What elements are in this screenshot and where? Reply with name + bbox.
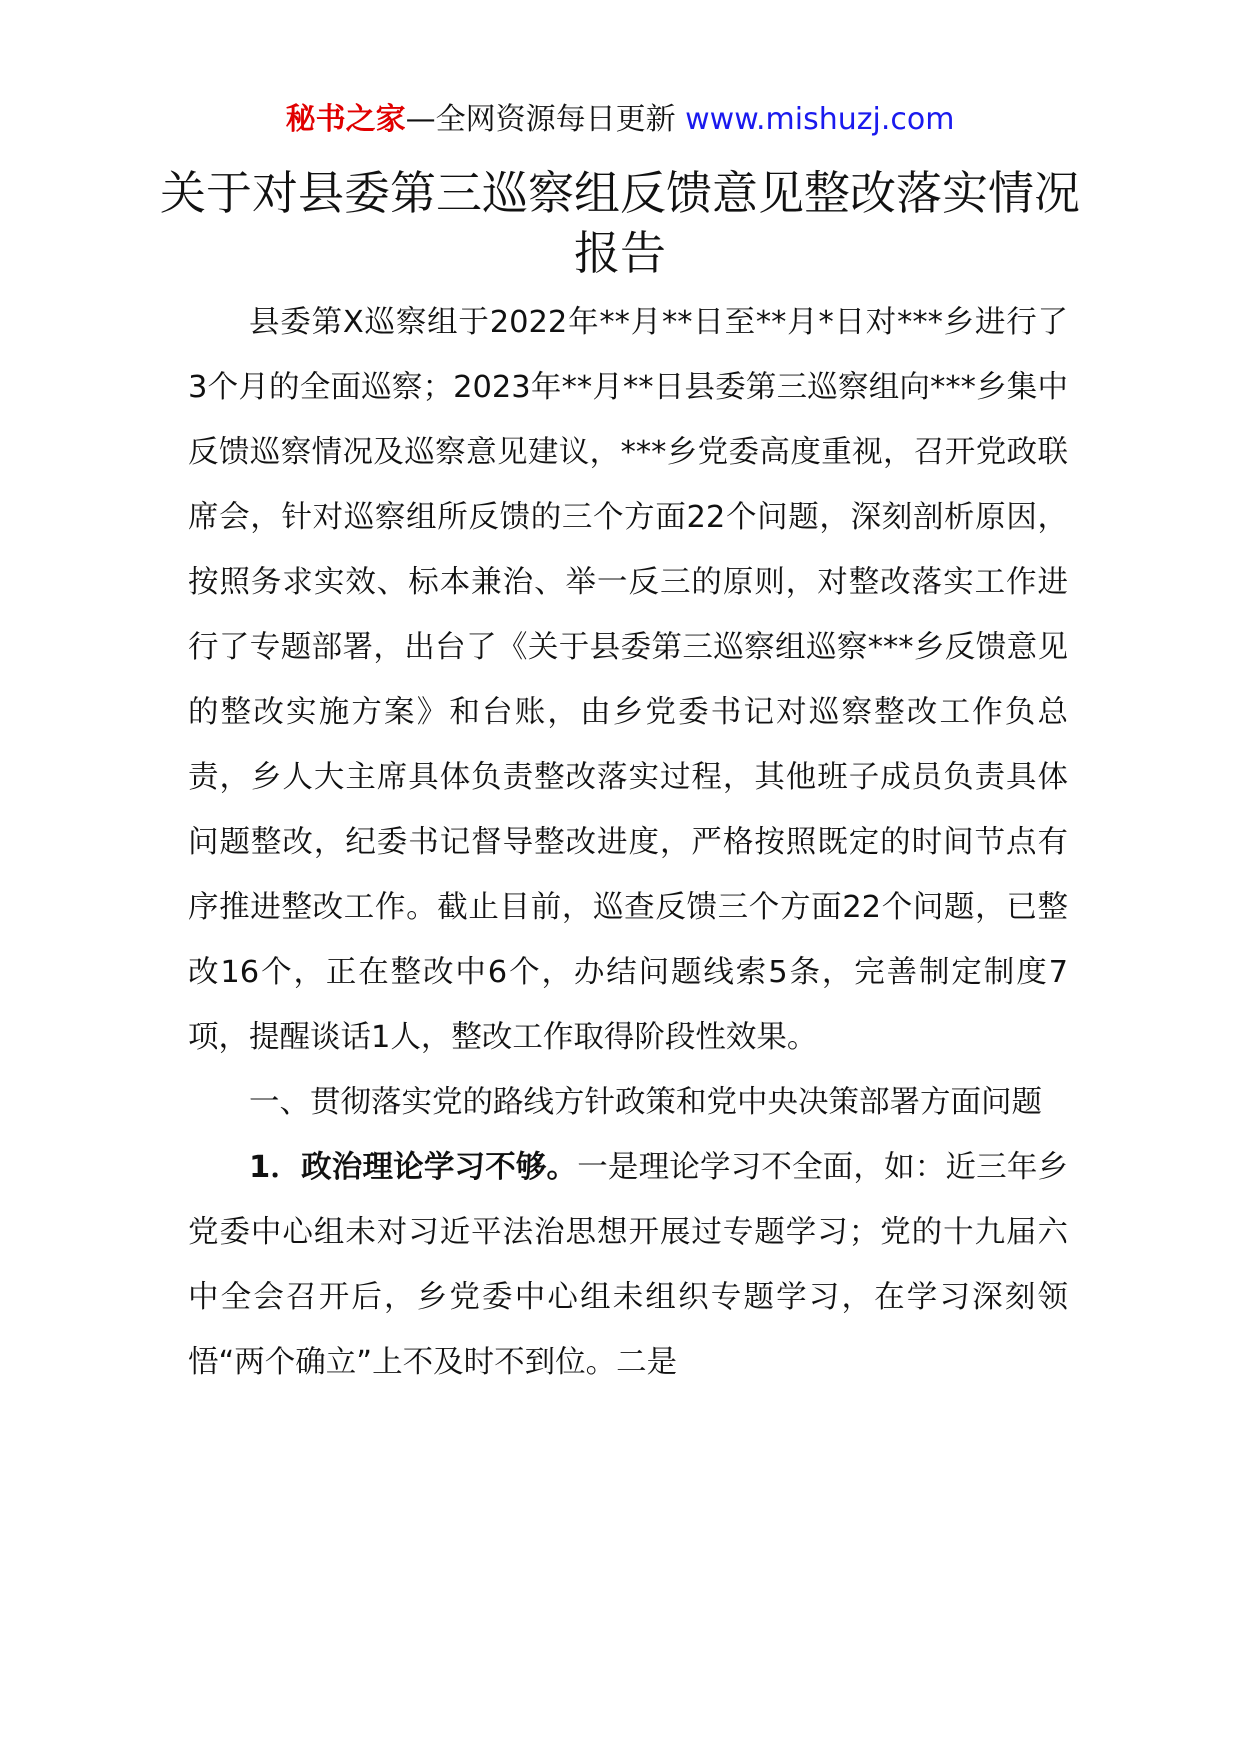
site-url-link[interactable]: www.mishuzj.com: [685, 102, 955, 137]
item-text: 一是理论学习不全面，如：近三年乡党委中心组未对习近平法治思想开展过专题学习；党的十九届六中全会召开后，乡党委中心组未组织专题学习，在学习深刻领悟“两个确立”上不及时不到位。二是: [188, 1150, 1068, 1380]
document-title: 关于对县委第三巡察组反馈意见整改落实情况报告: [160, 166, 1080, 280]
site-header: [0, 100, 1240, 140]
site-tagline: —全网资源每日更新: [405, 102, 676, 137]
intro-paragraph: 县委第X巡察组于2022年**月**日至**月*日对***乡进行了3个月的全面巡察；2023年**月**日县委第三巡察组向***乡集中反馈巡察情况及巡察意见建议，***乡党委高度重视，召开党政联席会，针对巡察组所反馈的三个方面22个问题，深刻剖析原因，按照务求实效、标本兼治、举一反三的原则，对整改落实工作进行了专题部署，出台了《关于县委第三巡察组巡察***乡反馈意见的整改实施方案》和台账，由乡党委书记对巡察整改工作负总责，乡人大主席具体负责整改落实过程，其他班子成员负责具体问题整改，纪委书记督导整改进度，严格按照既定的时间节点有序推进整改工作。截止目前，巡查反馈三个方面22个问题，已整改16个，正在整改中6个，办结问题线索5条，完善制定制度7项，提醒谈话1人，整改工作取得阶段性效果。: [188, 305, 1068, 1055]
section-heading: 一、贯彻落实党的路线方针政策和党中央决策部署方面问题: [249, 1085, 1042, 1120]
document-body: [188, 290, 1068, 1395]
item-label: 1．政治理论学习不够。: [249, 1150, 578, 1185]
item-paragraph: [188, 1135, 1068, 1395]
brand-name: 秘书之家: [285, 102, 406, 137]
